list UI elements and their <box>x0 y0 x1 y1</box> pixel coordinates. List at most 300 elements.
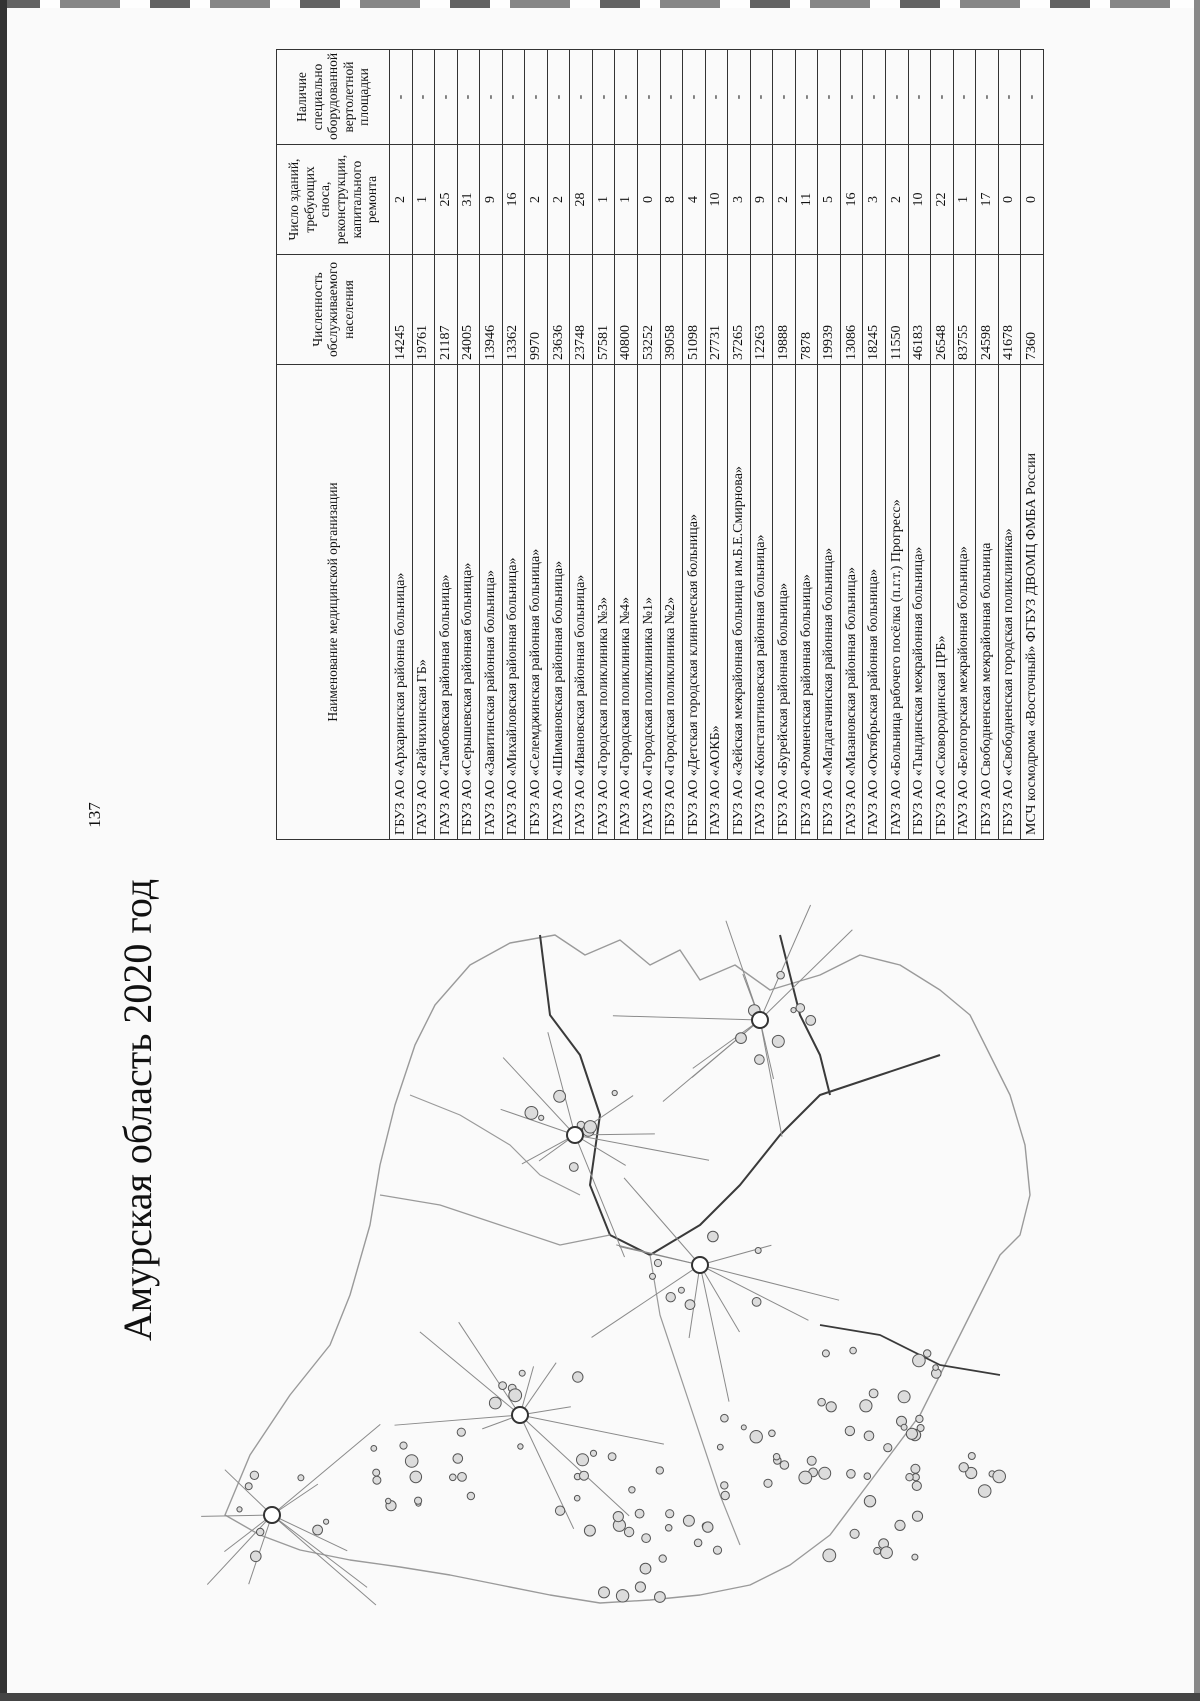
table-row <box>840 50 863 840</box>
table-row <box>592 50 615 840</box>
cell-organization-name: ГБУЗ АО «Свободненская городская поликлиника» <box>998 365 1021 840</box>
cell-population: 18245 <box>863 255 886 365</box>
cell-helipad: - <box>592 50 615 145</box>
map-connection-line <box>760 905 811 1020</box>
map-region-outline <box>225 935 1030 1603</box>
cell-helipad: - <box>750 50 773 145</box>
map-facility-marker <box>251 1551 262 1562</box>
map-hub-marker <box>567 1127 583 1143</box>
map-facility-marker <box>869 1389 878 1398</box>
cell-helipad: - <box>886 50 909 145</box>
cell-buildings: 11 <box>795 145 818 255</box>
table-row <box>615 50 638 840</box>
cell-buildings: 9 <box>750 145 773 255</box>
map-facility-marker <box>721 1482 728 1489</box>
cell-helipad: - <box>1021 50 1044 145</box>
map-facility-marker <box>450 1474 457 1481</box>
cell-organization-name: ГБУЗ АО «Серышевская районная больница» <box>457 365 480 840</box>
table-row <box>705 50 728 840</box>
region-map <box>180 895 1060 1615</box>
map-facility-marker <box>518 1444 523 1449</box>
cell-organization-name: ГБУЗ АО «Бурейская районная больница» <box>773 365 796 840</box>
map-facility-marker <box>371 1446 377 1452</box>
map-facility-marker <box>864 1431 874 1441</box>
map-connection-line <box>575 1135 625 1257</box>
scan-edge-left <box>0 0 7 1701</box>
map-facility-marker <box>780 1461 789 1470</box>
map-connection-line <box>760 930 852 1020</box>
map-facility-marker <box>467 1492 474 1499</box>
map-facility-marker <box>659 1555 666 1562</box>
map-connection-line <box>520 1415 574 1529</box>
cell-helipad: - <box>525 50 548 145</box>
table-row <box>412 50 435 840</box>
map-facility-marker <box>624 1527 633 1536</box>
table-row <box>886 50 909 840</box>
map-facility-marker <box>881 1547 893 1559</box>
map-facility-marker <box>373 1469 380 1476</box>
map-facility-marker <box>764 1479 772 1487</box>
map-facility-marker <box>799 1471 812 1484</box>
map-connection-line <box>420 1332 520 1415</box>
cell-helipad: - <box>480 50 503 145</box>
map-connection-line <box>693 1020 760 1068</box>
map-facility-marker <box>642 1534 651 1543</box>
cell-helipad: - <box>502 50 525 145</box>
cell-buildings: 16 <box>502 145 525 255</box>
map-connection-line <box>522 1135 575 1164</box>
map-facility-marker <box>717 1444 723 1450</box>
cell-organization-name: ГАУЗ АО «Городская поликлиника №4» <box>615 365 638 840</box>
map-facility-marker <box>895 1520 905 1530</box>
facilities-table-wrapper <box>276 50 1044 840</box>
table-row <box>570 50 593 840</box>
cell-buildings: 17 <box>976 145 999 255</box>
cell-population: 24005 <box>457 255 480 365</box>
map-facility-marker <box>708 1231 719 1242</box>
map-facility-marker <box>655 1592 666 1603</box>
cell-organization-name: ГАУЗ АО «Михайловская районная больница» <box>502 365 525 840</box>
map-facility-marker <box>324 1519 329 1524</box>
map-facility-marker <box>807 1456 816 1465</box>
cell-helipad: - <box>840 50 863 145</box>
cell-population: 19939 <box>818 255 841 365</box>
table-row <box>638 50 661 840</box>
cell-population: 23636 <box>547 255 570 365</box>
cell-population: 41678 <box>998 255 1021 365</box>
cell-population: 26548 <box>931 255 954 365</box>
map-facility-marker <box>819 1467 831 1479</box>
map-connection-line <box>548 1032 575 1135</box>
cell-helipad: - <box>818 50 841 145</box>
map-connection-line <box>520 1415 629 1516</box>
map-district-border <box>650 1055 940 1255</box>
cell-population: 19888 <box>773 255 796 365</box>
map-facility-marker <box>635 1509 644 1518</box>
map-facility-marker <box>685 1300 695 1310</box>
map-facility-marker <box>599 1587 610 1598</box>
cell-buildings: 9 <box>480 145 503 255</box>
cell-helipad: - <box>705 50 728 145</box>
cell-organization-name: ГАУЗ АО «Октябрьская районная больница» <box>863 365 886 840</box>
cell-population: 51098 <box>683 255 706 365</box>
map-facility-marker <box>752 1298 761 1307</box>
cell-helipad: - <box>728 50 751 145</box>
map-connection-line <box>224 1515 272 1552</box>
cell-organization-name: ГАУЗ АО «Райчихинская ГБ» <box>412 365 435 840</box>
map-facility-marker <box>616 1590 628 1602</box>
map-hub-marker <box>692 1257 708 1273</box>
map-facility-marker <box>864 1473 871 1480</box>
map-connection-line <box>395 1415 520 1425</box>
map-facility-marker <box>373 1476 381 1484</box>
map-district-border <box>380 1195 610 1245</box>
map-facility-marker <box>554 1090 566 1102</box>
cell-organization-name: ГАУЗ АО «Больница рабочего посёлка (п.г.т.) Прогресс» <box>886 365 909 840</box>
cell-organization-name: ГАУЗ АО «Завитинская районная больница» <box>480 365 503 840</box>
map-facility-marker <box>555 1506 564 1515</box>
table-row <box>976 50 999 840</box>
map-facility-marker <box>933 1365 939 1371</box>
cell-helipad: - <box>683 50 706 145</box>
table-row <box>502 50 525 840</box>
cell-organization-name: ГАУЗ АО «Ивановская районная больница» <box>570 365 593 840</box>
map-facility-marker <box>569 1163 578 1172</box>
map-connection-line <box>225 1470 272 1515</box>
cell-population: 7360 <box>1021 255 1044 365</box>
map-facility-marker <box>777 971 785 979</box>
table-header-row <box>277 50 390 840</box>
map-facility-marker <box>257 1528 264 1535</box>
cell-buildings: 2 <box>886 145 909 255</box>
map-facility-marker <box>573 1372 583 1382</box>
map-facility-marker <box>313 1525 323 1535</box>
page-number: 137 <box>85 802 104 828</box>
cell-buildings: 1 <box>953 145 976 255</box>
map-facility-marker <box>608 1453 616 1461</box>
cell-buildings: 0 <box>1021 145 1044 255</box>
table-row <box>728 50 751 840</box>
map-facility-marker <box>850 1347 857 1354</box>
map-facility-marker <box>773 1454 779 1460</box>
cell-population: 83755 <box>953 255 976 365</box>
cell-helipad: - <box>390 50 413 145</box>
cell-buildings: 5 <box>818 145 841 255</box>
cell-buildings: 2 <box>773 145 796 255</box>
map-connection-line <box>592 1265 700 1337</box>
cell-buildings: 0 <box>638 145 661 255</box>
cell-helipad: - <box>863 50 886 145</box>
cell-helipad: - <box>998 50 1021 145</box>
map-facility-marker <box>901 1424 907 1430</box>
cell-helipad: - <box>547 50 570 145</box>
map-facility-marker <box>245 1483 252 1490</box>
map-connection-line <box>201 1515 272 1516</box>
map-facility-marker <box>864 1496 875 1507</box>
cell-helipad: - <box>660 50 683 145</box>
cell-buildings: 2 <box>525 145 548 255</box>
map-connection-line <box>249 1515 272 1584</box>
map-facility-marker <box>629 1487 635 1493</box>
map-facility-marker <box>791 1008 796 1013</box>
map-facility-marker <box>911 1464 920 1473</box>
map-facility-marker <box>590 1450 596 1456</box>
map-facility-marker <box>489 1397 501 1409</box>
cell-buildings: 3 <box>728 145 751 255</box>
map-facility-marker <box>584 1121 596 1133</box>
map-facility-marker <box>993 1470 1006 1483</box>
map-facility-marker <box>772 1035 784 1047</box>
map-hub-marker <box>752 1012 768 1028</box>
cell-helipad: - <box>435 50 458 145</box>
map-facility-marker <box>694 1539 702 1547</box>
table-row <box>547 50 570 840</box>
map-facility-marker <box>826 1402 836 1412</box>
map-facility-marker <box>755 1248 761 1254</box>
cell-helipad: - <box>976 50 999 145</box>
cell-organization-name: ГАУЗ АО «Городская поликлиника №3» <box>592 365 615 840</box>
map-facility-marker <box>917 1425 924 1432</box>
map-facility-marker <box>410 1471 422 1483</box>
cell-buildings: 22 <box>931 145 954 255</box>
cell-organization-name: ГБУЗ АО «Сковородинская ЦРБ» <box>931 365 954 840</box>
scan-edge-right <box>1194 0 1200 1701</box>
cell-organization-name: ГБУЗ АО «Детская городская клиническая больница» <box>683 365 706 840</box>
cell-population: 12263 <box>750 255 773 365</box>
cell-buildings: 31 <box>457 145 480 255</box>
map-facility-marker <box>453 1454 463 1464</box>
cell-population: 27731 <box>705 255 728 365</box>
map-facility-marker <box>968 1453 975 1460</box>
map-facility-marker <box>806 1016 816 1026</box>
table-row <box>480 50 503 840</box>
cell-buildings: 3 <box>863 145 886 255</box>
map-facility-marker <box>845 1426 854 1435</box>
table-row <box>953 50 976 840</box>
map-facility-marker <box>499 1382 507 1390</box>
cell-helipad: - <box>773 50 796 145</box>
cell-organization-name: ГАУЗ АО «Тамбовская районная больница» <box>435 365 458 840</box>
map-facility-marker <box>913 1354 926 1367</box>
cell-buildings: 2 <box>390 145 413 255</box>
map-connection-line <box>700 1265 839 1300</box>
cell-buildings: 1 <box>615 145 638 255</box>
map-facility-marker <box>250 1471 258 1479</box>
cell-helipad: - <box>795 50 818 145</box>
cell-buildings: 2 <box>547 145 570 255</box>
map-facility-marker <box>874 1547 881 1554</box>
map-facility-marker <box>415 1497 422 1504</box>
cell-organization-name: МСЧ космодрома «Восточный» ФГБУЗ ДВОМЦ ФМБА России <box>1021 365 1044 840</box>
cell-population: 9970 <box>525 255 548 365</box>
cell-buildings: 10 <box>705 145 728 255</box>
cell-buildings: 28 <box>570 145 593 255</box>
map-facility-marker <box>959 1463 968 1472</box>
cell-buildings: 0 <box>998 145 1021 255</box>
map-connection-line <box>272 1515 376 1605</box>
header-helipad: Наличие специально оборудованной вертолетной площадки <box>277 50 390 145</box>
table-body <box>390 50 1044 840</box>
map-facility-marker <box>678 1287 684 1293</box>
cell-buildings: 1 <box>592 145 615 255</box>
scan-edge-top <box>0 0 1200 8</box>
map-facility-marker <box>750 1431 762 1443</box>
cell-organization-name: ГБУЗ АО «Зейская межрайонная больница им.Б.Е.Смирнова» <box>728 365 751 840</box>
map-facility-marker <box>884 1444 892 1452</box>
map-facility-marker <box>574 1495 580 1501</box>
map-facility-marker <box>525 1107 538 1120</box>
facilities-table <box>276 49 1044 840</box>
cell-helipad: - <box>908 50 931 145</box>
map-facility-marker <box>906 1428 917 1439</box>
map-facility-marker <box>458 1473 467 1482</box>
map-facility-marker <box>640 1563 651 1574</box>
map-facility-marker <box>539 1115 544 1120</box>
map-facility-marker <box>400 1442 407 1449</box>
map-facility-marker <box>666 1510 674 1518</box>
map-facility-marker <box>736 1033 747 1044</box>
cell-organization-name: ГАУЗ АО «Мазановская районная больница» <box>840 365 863 840</box>
cell-organization-name: ГАУЗ АО «Константиновская районная больница» <box>750 365 773 840</box>
table-row <box>525 50 548 840</box>
table-row <box>795 50 818 840</box>
cell-population: 53252 <box>638 255 661 365</box>
cell-population: 14245 <box>390 255 413 365</box>
cell-organization-name: ГБУЗ АО «Селемджинская районная больница» <box>525 365 548 840</box>
map-facility-marker <box>612 1090 617 1095</box>
map-connection-line <box>624 1178 700 1265</box>
header-name: Наименование медицинской организации <box>277 365 390 840</box>
cell-population: 57581 <box>592 255 615 365</box>
map-connection-line <box>207 1515 272 1585</box>
cell-helipad: - <box>638 50 661 145</box>
table-row <box>931 50 954 840</box>
table-row <box>390 50 413 840</box>
cell-helipad: - <box>615 50 638 145</box>
map-facility-marker <box>796 1004 805 1013</box>
map-connection-line <box>613 1016 760 1020</box>
map-hub-marker <box>264 1507 280 1523</box>
cell-organization-name: ГБУЗ АО Свободненская межрайонная больница <box>976 365 999 840</box>
table-row <box>750 50 773 840</box>
header-population: Численность обслуживаемого населения <box>277 255 390 365</box>
map-facility-marker <box>721 1414 729 1422</box>
map-facility-marker <box>298 1475 304 1481</box>
cell-organization-name: ГБУЗ АО «Ромненская районная больница» <box>795 365 818 840</box>
map-facility-marker <box>509 1389 522 1402</box>
header-buildings: Число зданий, требующих сноса, реконструкции, капитального ремонта <box>277 145 390 255</box>
cell-population: 13086 <box>840 255 863 365</box>
map-connection-line <box>520 1415 664 1444</box>
cell-helipad: - <box>412 50 435 145</box>
map-facility-marker <box>405 1455 418 1468</box>
map-facility-marker <box>613 1512 623 1522</box>
map-facility-marker <box>906 1474 913 1481</box>
map-facility-marker <box>912 1481 921 1490</box>
cell-population: 21187 <box>435 255 458 365</box>
cell-helipad: - <box>570 50 593 145</box>
map-facility-marker <box>912 1554 918 1560</box>
cell-population: 23748 <box>570 255 593 365</box>
map-connection-line <box>700 1265 729 1402</box>
map-facility-marker <box>386 1498 391 1503</box>
table-row <box>683 50 706 840</box>
table-row <box>660 50 683 840</box>
table-row <box>1021 50 1044 840</box>
cell-organization-name: ГАУЗ АО «Шимановская районная больница» <box>547 365 570 840</box>
cell-buildings: 1 <box>412 145 435 255</box>
map-facility-marker <box>850 1529 859 1538</box>
cell-buildings: 10 <box>908 145 931 255</box>
map-district-borders <box>225 935 1030 1603</box>
map-facility-marker <box>818 1398 826 1406</box>
map-facility-marker <box>519 1370 525 1376</box>
map-facility-marker <box>580 1471 589 1480</box>
cell-organization-name: ГАУЗ АО «АОКБ» <box>705 365 728 840</box>
table-row <box>435 50 458 840</box>
map-hub-marker <box>512 1407 528 1423</box>
cell-organization-name: ГБУЗ АО «Магдагачинская районная больница» <box>818 365 841 840</box>
cell-population: 13362 <box>502 255 525 365</box>
map-facility-marker <box>650 1273 656 1279</box>
map-facility-marker <box>898 1391 910 1403</box>
cell-population: 46183 <box>908 255 931 365</box>
cell-buildings: 16 <box>840 145 863 255</box>
map-connection-line <box>272 1515 347 1551</box>
cell-population: 19761 <box>412 255 435 365</box>
cell-population: 13946 <box>480 255 503 365</box>
cell-helipad: - <box>457 50 480 145</box>
map-facility-marker <box>912 1511 922 1521</box>
cell-population: 40800 <box>615 255 638 365</box>
map-facility-marker <box>822 1350 829 1357</box>
cell-population: 24598 <box>976 255 999 365</box>
map-facility-marker <box>457 1428 465 1436</box>
map-facility-marker <box>666 1293 675 1302</box>
map-district-border <box>410 1095 580 1195</box>
cell-population: 37265 <box>728 255 751 365</box>
cell-helipad: - <box>953 50 976 145</box>
cell-organization-name: ГБУЗ АО «Городская поликлиника №2» <box>660 365 683 840</box>
cell-buildings: 4 <box>683 145 706 255</box>
map-facility-marker <box>924 1350 931 1357</box>
map-facility-marker <box>656 1467 663 1474</box>
map-facility-marker <box>635 1582 645 1592</box>
table-row <box>773 50 796 840</box>
map-facility-marker <box>703 1522 713 1532</box>
map-facility-marker <box>741 1425 746 1430</box>
table-row <box>863 50 886 840</box>
page-title: Амурская область 2020 год <box>115 878 160 1342</box>
cell-population: 39058 <box>660 255 683 365</box>
map-facility-marker <box>823 1549 836 1562</box>
cell-organization-name: ГБУЗ АО «Архаринская районна больница» <box>390 365 413 840</box>
cell-buildings: 25 <box>435 145 458 255</box>
cell-buildings: 8 <box>660 145 683 255</box>
map-connection-line <box>272 1424 380 1515</box>
map-facility-marker <box>847 1470 856 1479</box>
map-facility-marker <box>654 1259 661 1266</box>
cell-helipad: - <box>931 50 954 145</box>
table-row <box>908 50 931 840</box>
scan-edge-bottom <box>0 1693 1200 1701</box>
map-connection-line <box>520 1363 556 1415</box>
map-facility-marker <box>755 1055 765 1065</box>
map-facility-marker <box>978 1485 991 1498</box>
map-facility-marker <box>916 1415 923 1422</box>
cell-population: 11550 <box>886 255 909 365</box>
map-facility-marker <box>769 1430 776 1437</box>
